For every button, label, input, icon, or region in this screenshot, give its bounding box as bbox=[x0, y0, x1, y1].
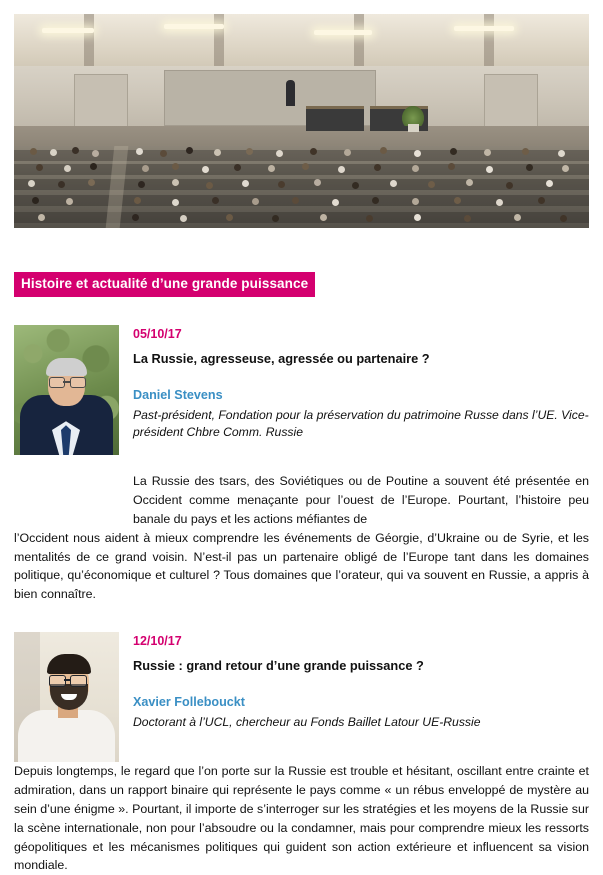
talk-abstract-part1: La Russie des tsars, des Soviétiques ou de Poutine a souvent été présentée en Occident comme menaçante pour l’ouest de l’Europe. Pourtant, l’histoire peu banale du pays et les actions méfiantes de bbox=[133, 474, 589, 526]
section-title-wrap bbox=[14, 272, 589, 297]
talk-entry-header bbox=[14, 325, 589, 455]
speaker-role: Past-président, Fondation pour la préservation du patrimoine Russe dans l’UE. Vice-président Chbre Comm. Russie bbox=[133, 407, 589, 440]
speaker-name: Daniel Stevens bbox=[133, 387, 223, 402]
ceiling-beam bbox=[484, 14, 494, 72]
audience-seating bbox=[14, 146, 589, 228]
talk-date: 05/10/17 bbox=[133, 327, 182, 342]
speaker-role: Doctorant à l’UCL, chercheur au Fonds Baillet Latour UE-Russie bbox=[133, 714, 481, 729]
talk-meta bbox=[119, 632, 589, 731]
talk-title: La Russie, agresseuse, agressée ou partenaire ? bbox=[133, 351, 430, 367]
ceiling-lamp bbox=[454, 26, 514, 31]
speaker-name: Xavier Follebouckt bbox=[133, 694, 245, 709]
stage-table bbox=[306, 106, 364, 131]
ceiling-beam bbox=[354, 14, 364, 72]
portrait-daniel-stevens bbox=[14, 325, 119, 455]
speaker-figure bbox=[286, 80, 295, 106]
ceiling-lamp bbox=[42, 28, 94, 33]
talk-entry bbox=[14, 325, 589, 604]
ceiling-lamp bbox=[314, 30, 372, 35]
talk-abstract-part2: l’Occident nous aident à mieux comprendre les événements de Géorgie, d’Ukraine ou de Syrie, et les mentalités de ce grand voisin. N’est-il pas un partenaire obligé de l’Europe tant dans les domaines politique, qu’économique et culturel ? Tous domaines que l’orateur, qui va souvent en Russie, a appris à bien connaître. bbox=[14, 530, 589, 602]
talk-entry-header bbox=[14, 632, 589, 762]
ceiling-beam bbox=[214, 14, 224, 72]
plant-pot bbox=[408, 124, 419, 132]
talk-abstract-part2: Depuis longtemps, le regard que l’on porte sur la Russie est trouble et hésitant, oscillant entre crainte et admiration, dans un rapport binaire qui représente le pays comme « un rébus enveloppé de mystère au sein d’une énigme ». Pourtant, il importe de s’interroger sur les stratégies et les moyens de la Russie sur la scène internationale, non pour l’absoudre ou la condamner, mais pour comprendre mieux les ressorts géopolitiques et les mécanismes politiques qui guident son action extérieure et influencent sa vision mondiale. bbox=[14, 764, 589, 873]
talk-title: Russie : grand retour d’une grande puissance ? bbox=[133, 658, 424, 674]
ceiling-beam bbox=[84, 14, 94, 72]
potted-plant bbox=[402, 106, 424, 126]
ceiling bbox=[14, 14, 589, 72]
portrait-xavier-follebouckt bbox=[14, 632, 119, 762]
ceiling-lamp bbox=[164, 24, 224, 29]
talk-meta bbox=[119, 325, 589, 441]
section-title: Histoire et actualité d’une grande puissance bbox=[14, 272, 315, 297]
document-page bbox=[0, 14, 603, 873]
talk-date: 12/10/17 bbox=[133, 634, 182, 649]
lecture-hall-photo bbox=[14, 14, 589, 228]
talk-entry bbox=[14, 632, 589, 875]
